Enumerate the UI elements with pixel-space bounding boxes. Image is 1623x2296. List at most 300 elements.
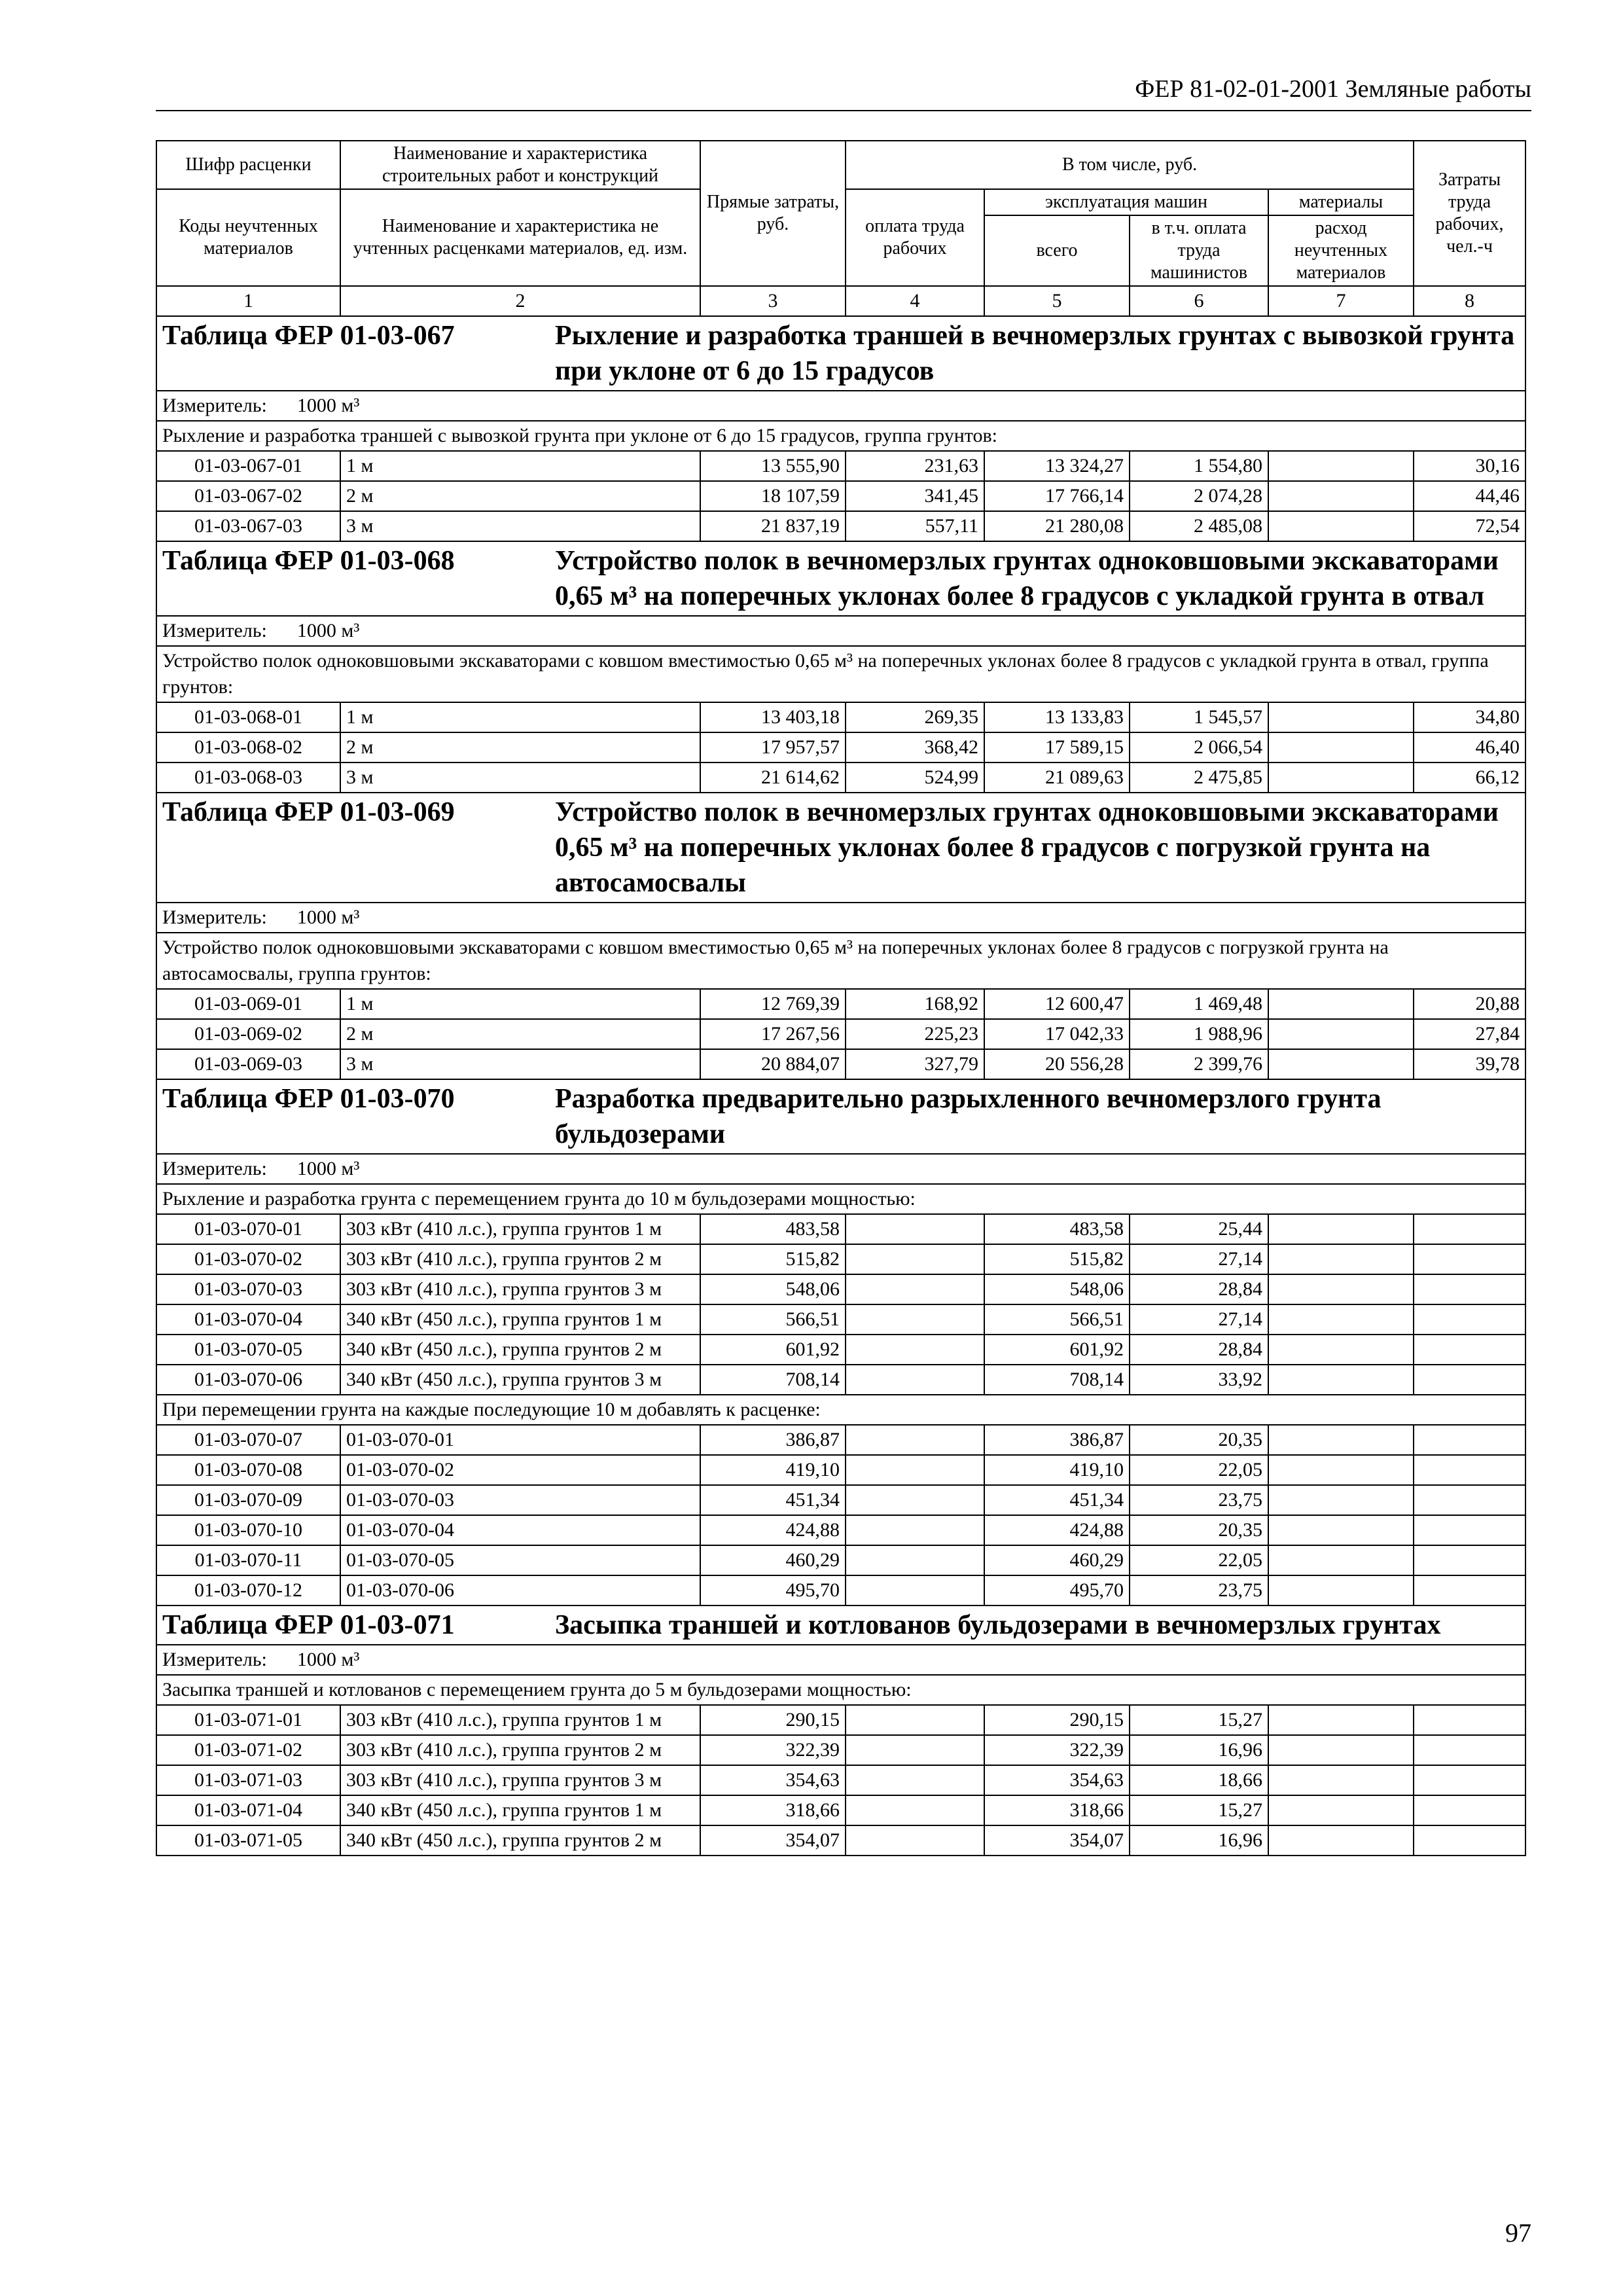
section-name: Засыпка траншей и котлованов бульдозерами в вечномерзлых грунтах: [555, 1610, 1441, 1640]
machine-costs: 483,58: [984, 1214, 1130, 1244]
column-number: 3: [700, 286, 846, 316]
table-row: [156, 1575, 1525, 1605]
worker-pay: [846, 1274, 984, 1304]
direct-costs: 548,06: [700, 1274, 846, 1304]
group-description-row: [156, 1675, 1525, 1705]
direct-costs: 424,88: [700, 1515, 846, 1545]
table-row: [156, 1244, 1525, 1274]
measure-label: Измеритель:: [162, 1158, 267, 1179]
column-number: 5: [984, 286, 1130, 316]
machinist-pay: 1 554,80: [1130, 451, 1268, 481]
worker-pay: 168,92: [846, 989, 984, 1019]
section-title-row: [156, 316, 1525, 391]
direct-costs: 386,87: [700, 1425, 846, 1455]
rate-code: 01-03-067-02: [156, 481, 340, 511]
materials: [1268, 1274, 1414, 1304]
table-row: [156, 702, 1525, 732]
table-row: [156, 1515, 1525, 1545]
labor-costs: [1414, 1795, 1525, 1825]
labor-costs: [1414, 1365, 1525, 1395]
group-description: Устройство полок одноковшовыми экскаваторами с ковшом вместимостью 0,65 м³ на поперечных уклонах более 8 градусов с укладкой грунта в отвал, группа грунтов:: [156, 646, 1525, 702]
rate-code: 01-03-070-06: [156, 1365, 340, 1395]
measure-label: Измеритель:: [162, 395, 267, 416]
machine-costs: 318,66: [984, 1795, 1130, 1825]
labor-costs: [1414, 1425, 1525, 1455]
rate-code: 01-03-071-05: [156, 1825, 340, 1856]
rate-code: 01-03-070-10: [156, 1515, 340, 1545]
section-title-row: [156, 1605, 1525, 1645]
machine-costs: 21 280,08: [984, 511, 1130, 541]
header-material-codes: Коды неучтенных материалов: [156, 189, 340, 286]
rate-code: 01-03-070-03: [156, 1274, 340, 1304]
materials: [1268, 1795, 1414, 1825]
measure: [156, 903, 1525, 933]
rate-name: 1 м: [340, 451, 700, 481]
table-row: [156, 1365, 1525, 1395]
group-description-row: [156, 1184, 1525, 1214]
materials: [1268, 481, 1414, 511]
direct-costs: 566,51: [700, 1304, 846, 1335]
labor-costs: [1414, 1705, 1525, 1735]
measure-row: [156, 616, 1525, 646]
machine-costs: 13 133,83: [984, 702, 1130, 732]
worker-pay: 368,42: [846, 732, 984, 762]
header-code: Шифр расценки: [156, 141, 340, 189]
machinist-pay: 1 545,57: [1130, 702, 1268, 732]
rate-code: 01-03-070-07: [156, 1425, 340, 1455]
direct-costs: 460,29: [700, 1545, 846, 1575]
worker-pay: [846, 1214, 984, 1244]
rate-name: 303 кВт (410 л.с.), группа грунтов 3 м: [340, 1274, 700, 1304]
direct-costs: 318,66: [700, 1795, 846, 1825]
machine-costs: 354,07: [984, 1825, 1130, 1856]
header-materials: материалы: [1268, 189, 1414, 215]
table-row: [156, 1274, 1525, 1304]
measure-label: Измеритель:: [162, 620, 267, 641]
rate-name: 303 кВт (410 л.с.), группа грунтов 2 м: [340, 1735, 700, 1765]
column-number: 2: [340, 286, 700, 316]
machinist-pay: 1 988,96: [1130, 1019, 1268, 1049]
materials: [1268, 732, 1414, 762]
worker-pay: 557,11: [846, 511, 984, 541]
machinist-pay: 2 066,54: [1130, 732, 1268, 762]
rate-code: 01-03-070-08: [156, 1455, 340, 1485]
direct-costs: 21 614,62: [700, 762, 846, 793]
materials: [1268, 1214, 1414, 1244]
materials: [1268, 1425, 1414, 1455]
machinist-pay: 23,75: [1130, 1485, 1268, 1515]
rate-code: 01-03-070-11: [156, 1545, 340, 1575]
section-name: Устройство полок в вечномерзлых грунтах одноковшовыми экскаваторами 0,65 м³ на поперечных уклонах более 8 градусов с погрузкой грунта на автосамосвалы: [555, 797, 1499, 898]
section-title-row: [156, 1079, 1525, 1154]
machine-costs: 322,39: [984, 1735, 1130, 1765]
materials: [1268, 1735, 1414, 1765]
worker-pay: [846, 1575, 984, 1605]
machine-costs: 451,34: [984, 1485, 1130, 1515]
section-title: [156, 793, 1525, 903]
table-row: [156, 1485, 1525, 1515]
measure-value: 1000 м³: [296, 620, 360, 641]
worker-pay: [846, 1485, 984, 1515]
labor-costs: [1414, 1825, 1525, 1856]
rate-name: 340 кВт (450 л.с.), группа грунтов 3 м: [340, 1365, 700, 1395]
machine-costs: 17 042,33: [984, 1019, 1130, 1049]
rate-code: 01-03-067-01: [156, 451, 340, 481]
measure-value: 1000 м³: [296, 395, 360, 416]
machine-costs: 354,63: [984, 1765, 1130, 1795]
machinist-pay: 25,44: [1130, 1214, 1268, 1244]
materials: [1268, 762, 1414, 793]
rates-table: [156, 140, 1526, 1856]
header-material-names: Наименование и характеристика не учтенных расценками материалов, ед. изм.: [340, 189, 700, 286]
section-title: [156, 316, 1525, 391]
direct-costs: 17 267,56: [700, 1019, 846, 1049]
rate-code: 01-03-071-02: [156, 1735, 340, 1765]
rate-name: 1 м: [340, 989, 700, 1019]
machinist-pay: 28,84: [1130, 1274, 1268, 1304]
materials: [1268, 1244, 1414, 1274]
rate-code: 01-03-070-12: [156, 1575, 340, 1605]
rate-code: 01-03-069-03: [156, 1049, 340, 1079]
measure-row: [156, 903, 1525, 933]
measure-row: [156, 1645, 1525, 1675]
rate-name: 01-03-070-04: [340, 1515, 700, 1545]
labor-costs: 44,46: [1414, 481, 1525, 511]
materials: [1268, 702, 1414, 732]
direct-costs: 708,14: [700, 1365, 846, 1395]
section-title-row: [156, 793, 1525, 903]
table-row: [156, 762, 1525, 793]
group-description: Рыхление и разработка грунта с перемещением грунта до 10 м бульдозерами мощностью:: [156, 1184, 1525, 1214]
section-title: [156, 1079, 1525, 1154]
labor-costs: [1414, 1304, 1525, 1335]
group-description: При перемещении грунта на каждые последующие 10 м добавлять к расценке:: [156, 1395, 1525, 1425]
section-name: Разработка предварительно разрыхленного вечномерзлого грунта бульдозерами: [555, 1084, 1382, 1149]
machinist-pay: 20,35: [1130, 1515, 1268, 1545]
machinist-pay: 27,14: [1130, 1304, 1268, 1335]
rate-name: 340 кВт (450 л.с.), группа грунтов 1 м: [340, 1304, 700, 1335]
direct-costs: 483,58: [700, 1214, 846, 1244]
materials: [1268, 1485, 1414, 1515]
labor-costs: 20,88: [1414, 989, 1525, 1019]
measure: [156, 616, 1525, 646]
machinist-pay: 2 074,28: [1130, 481, 1268, 511]
measure-value: 1000 м³: [296, 1649, 360, 1670]
rate-name: 2 м: [340, 732, 700, 762]
labor-costs: [1414, 1515, 1525, 1545]
machinist-pay: 28,84: [1130, 1335, 1268, 1365]
header-including: В том числе, руб.: [846, 141, 1414, 189]
measure-row: [156, 1154, 1525, 1184]
column-number: 7: [1268, 286, 1414, 316]
machine-costs: 290,15: [984, 1705, 1130, 1735]
direct-costs: 451,34: [700, 1485, 846, 1515]
direct-costs: 18 107,59: [700, 481, 846, 511]
machine-costs: 21 089,63: [984, 762, 1130, 793]
rate-name: 2 м: [340, 1019, 700, 1049]
worker-pay: [846, 1545, 984, 1575]
labor-costs: 34,80: [1414, 702, 1525, 732]
materials: [1268, 1304, 1414, 1335]
machine-costs: 495,70: [984, 1575, 1130, 1605]
materials: [1268, 1545, 1414, 1575]
group-description-row: [156, 933, 1525, 989]
machinist-pay: 33,92: [1130, 1365, 1268, 1395]
section-name: Рыхление и разработка траншей в вечномерзлых грунтах с вывозкой грунта при уклоне от 6 до 15 градусов: [555, 321, 1515, 386]
page-header: [156, 71, 1531, 111]
group-description: Засыпка траншей и котлованов с перемещением грунта до 5 м бульдозерами мощностью:: [156, 1675, 1525, 1705]
table-row: [156, 1425, 1525, 1455]
machinist-pay: 27,14: [1130, 1244, 1268, 1274]
table-body: [156, 316, 1525, 1856]
materials: [1268, 1765, 1414, 1795]
column-number: 1: [156, 286, 340, 316]
page-header-title: ФЕР 81-02-01-2001 Земляные работы: [1135, 75, 1531, 103]
table-row: [156, 1335, 1525, 1365]
rate-name: 303 кВт (410 л.с.), группа грунтов 1 м: [340, 1705, 700, 1735]
machinist-pay: 22,05: [1130, 1545, 1268, 1575]
table-row: [156, 1304, 1525, 1335]
rate-code: 01-03-067-03: [156, 511, 340, 541]
labor-costs: 66,12: [1414, 762, 1525, 793]
column-number: 8: [1414, 286, 1525, 316]
measure: [156, 1645, 1525, 1675]
rate-name: 340 кВт (450 л.с.), группа грунтов 1 м: [340, 1795, 700, 1825]
table-row: [156, 511, 1525, 541]
table-row: [156, 989, 1525, 1019]
direct-costs: 21 837,19: [700, 511, 846, 541]
machine-costs: 566,51: [984, 1304, 1130, 1335]
materials: [1268, 1365, 1414, 1395]
group-description: Рыхление и разработка траншей с вывозкой грунта при уклоне от 6 до 15 градусов, группа грунтов:: [156, 421, 1525, 451]
rate-name: 1 м: [340, 702, 700, 732]
machine-costs: 548,06: [984, 1274, 1130, 1304]
rate-code: 01-03-070-01: [156, 1214, 340, 1244]
direct-costs: 354,63: [700, 1765, 846, 1795]
machine-costs: 17 766,14: [984, 481, 1130, 511]
worker-pay: 327,79: [846, 1049, 984, 1079]
direct-costs: 515,82: [700, 1244, 846, 1274]
direct-costs: 354,07: [700, 1825, 846, 1856]
materials: [1268, 1705, 1414, 1735]
group-description-row: [156, 646, 1525, 702]
table-row: [156, 1795, 1525, 1825]
machinist-pay: 15,27: [1130, 1795, 1268, 1825]
column-number: 4: [846, 286, 984, 316]
direct-costs: 17 957,57: [700, 732, 846, 762]
section-code: Таблица ФЕР 01-03-068: [162, 546, 455, 576]
labor-costs: [1414, 1575, 1525, 1605]
group-description-row: [156, 421, 1525, 451]
section-code: Таблица ФЕР 01-03-069: [162, 797, 455, 827]
rate-name: 2 м: [340, 481, 700, 511]
table-row: [156, 732, 1525, 762]
direct-costs: 290,15: [700, 1705, 846, 1735]
direct-costs: 419,10: [700, 1455, 846, 1485]
worker-pay: [846, 1425, 984, 1455]
section-title: [156, 541, 1525, 616]
table-row: [156, 1214, 1525, 1244]
direct-costs: 20 884,07: [700, 1049, 846, 1079]
materials: [1268, 1455, 1414, 1485]
direct-costs: 322,39: [700, 1735, 846, 1765]
labor-costs: [1414, 1735, 1525, 1765]
table-row: [156, 481, 1525, 511]
rate-name: 340 кВт (450 л.с.), группа грунтов 2 м: [340, 1335, 700, 1365]
page-number: 97: [1505, 2218, 1531, 2248]
worker-pay: [846, 1365, 984, 1395]
machinist-pay: 15,27: [1130, 1705, 1268, 1735]
labor-costs: [1414, 1765, 1525, 1795]
materials: [1268, 511, 1414, 541]
labor-costs: [1414, 1274, 1525, 1304]
rate-name: 3 м: [340, 1049, 700, 1079]
labor-costs: [1414, 1244, 1525, 1274]
labor-costs: [1414, 1455, 1525, 1485]
rate-name: 303 кВт (410 л.с.), группа грунтов 3 м: [340, 1765, 700, 1795]
machine-costs: 12 600,47: [984, 989, 1130, 1019]
labor-costs: 39,78: [1414, 1049, 1525, 1079]
rate-code: 01-03-071-01: [156, 1705, 340, 1735]
materials: [1268, 1575, 1414, 1605]
labor-costs: 72,54: [1414, 511, 1525, 541]
section-title: [156, 1605, 1525, 1645]
materials: [1268, 1335, 1414, 1365]
materials: [1268, 451, 1414, 481]
table-row: [156, 1019, 1525, 1049]
rate-code: 01-03-071-04: [156, 1795, 340, 1825]
table-row: [156, 1735, 1525, 1765]
group-description: Устройство полок одноковшовыми экскаваторами с ковшом вместимостью 0,65 м³ на поперечных уклонах более 8 градусов с погрузкой грунта на автосамосвалы, группа грунтов:: [156, 933, 1525, 989]
table-row: [156, 1049, 1525, 1079]
worker-pay: [846, 1735, 984, 1765]
direct-costs: 601,92: [700, 1335, 846, 1365]
machinist-pay: 16,96: [1130, 1825, 1268, 1856]
machinist-pay: 1 469,48: [1130, 989, 1268, 1019]
rate-code: 01-03-068-03: [156, 762, 340, 793]
column-number: 6: [1130, 286, 1268, 316]
header-pay: оплата труда рабочих: [846, 189, 984, 286]
materials: [1268, 1049, 1414, 1079]
machinist-pay: 2 485,08: [1130, 511, 1268, 541]
machine-costs: 708,14: [984, 1365, 1130, 1395]
worker-pay: 341,45: [846, 481, 984, 511]
rate-name: 340 кВт (450 л.с.), группа грунтов 2 м: [340, 1825, 700, 1856]
rate-code: 01-03-070-05: [156, 1335, 340, 1365]
rate-code: 01-03-068-02: [156, 732, 340, 762]
machinist-pay: 22,05: [1130, 1455, 1268, 1485]
machinist-pay: 23,75: [1130, 1575, 1268, 1605]
rate-name: 3 м: [340, 511, 700, 541]
header-direct: Прямые затраты, руб.: [700, 141, 846, 286]
machinist-pay: 16,96: [1130, 1735, 1268, 1765]
rate-code: 01-03-069-02: [156, 1019, 340, 1049]
table-row: [156, 1705, 1525, 1735]
labor-costs: 46,40: [1414, 732, 1525, 762]
header-machines-pay: в т.ч. оплата труда машинистов: [1130, 215, 1268, 286]
worker-pay: [846, 1795, 984, 1825]
direct-costs: 495,70: [700, 1575, 846, 1605]
worker-pay: [846, 1765, 984, 1795]
rate-code: 01-03-070-09: [156, 1485, 340, 1515]
labor-costs: [1414, 1335, 1525, 1365]
section-code: Таблица ФЕР 01-03-070: [162, 1084, 455, 1114]
labor-costs: [1414, 1214, 1525, 1244]
rate-name: 01-03-070-03: [340, 1485, 700, 1515]
table-row: [156, 1825, 1525, 1856]
materials: [1268, 1515, 1414, 1545]
rate-code: 01-03-068-01: [156, 702, 340, 732]
rates-table-wrapper: [156, 140, 1525, 1856]
rate-name: 01-03-070-05: [340, 1545, 700, 1575]
rate-code: 01-03-071-03: [156, 1765, 340, 1795]
machine-costs: 515,82: [984, 1244, 1130, 1274]
rate-name: 01-03-070-06: [340, 1575, 700, 1605]
rate-name: 01-03-070-02: [340, 1455, 700, 1485]
materials: [1268, 1019, 1414, 1049]
section-title-row: [156, 541, 1525, 616]
worker-pay: 225,23: [846, 1019, 984, 1049]
section-code: Таблица ФЕР 01-03-067: [162, 321, 455, 351]
worker-pay: [846, 1705, 984, 1735]
machine-costs: 13 324,27: [984, 451, 1130, 481]
measure: [156, 1154, 1525, 1184]
machine-costs: 424,88: [984, 1515, 1130, 1545]
table-header: [156, 141, 1525, 316]
worker-pay: [846, 1455, 984, 1485]
worker-pay: 231,63: [846, 451, 984, 481]
measure-label: Измеритель:: [162, 1649, 267, 1670]
section-code: Таблица ФЕР 01-03-071: [162, 1610, 455, 1640]
header-materials-usage: расход неучтенных материалов: [1268, 215, 1414, 286]
rate-name: 303 кВт (410 л.с.), группа грунтов 1 м: [340, 1214, 700, 1244]
header-machines: эксплуатация машин: [984, 189, 1268, 215]
machinist-pay: 20,35: [1130, 1425, 1268, 1455]
column-numbers-row: [156, 286, 1525, 316]
machinist-pay: 2 399,76: [1130, 1049, 1268, 1079]
materials: [1268, 1825, 1414, 1856]
machine-costs: 20 556,28: [984, 1049, 1130, 1079]
machine-costs: 419,10: [984, 1455, 1130, 1485]
measure: [156, 391, 1525, 421]
machine-costs: 386,87: [984, 1425, 1130, 1455]
table-row: [156, 1455, 1525, 1485]
worker-pay: [846, 1515, 984, 1545]
rate-code: 01-03-069-01: [156, 989, 340, 1019]
header-labor: Затраты труда рабочих, чел.-ч: [1414, 141, 1525, 286]
materials: [1268, 989, 1414, 1019]
worker-pay: 269,35: [846, 702, 984, 732]
worker-pay: 524,99: [846, 762, 984, 793]
rate-name: 01-03-070-01: [340, 1425, 700, 1455]
measure-value: 1000 м³: [296, 1158, 360, 1179]
measure-value: 1000 м³: [296, 906, 360, 928]
header-name: Наименование и характеристика строительных работ и конструкций: [340, 141, 700, 189]
machine-costs: 17 589,15: [984, 732, 1130, 762]
labor-costs: [1414, 1545, 1525, 1575]
worker-pay: [846, 1825, 984, 1856]
machinist-pay: 2 475,85: [1130, 762, 1268, 793]
measure-row: [156, 391, 1525, 421]
direct-costs: 12 769,39: [700, 989, 846, 1019]
header-machines-all: всего: [984, 215, 1130, 286]
labor-costs: [1414, 1485, 1525, 1515]
measure-label: Измеритель:: [162, 906, 267, 928]
worker-pay: [846, 1244, 984, 1274]
worker-pay: [846, 1335, 984, 1365]
table-row: [156, 1545, 1525, 1575]
direct-costs: 13 403,18: [700, 702, 846, 732]
